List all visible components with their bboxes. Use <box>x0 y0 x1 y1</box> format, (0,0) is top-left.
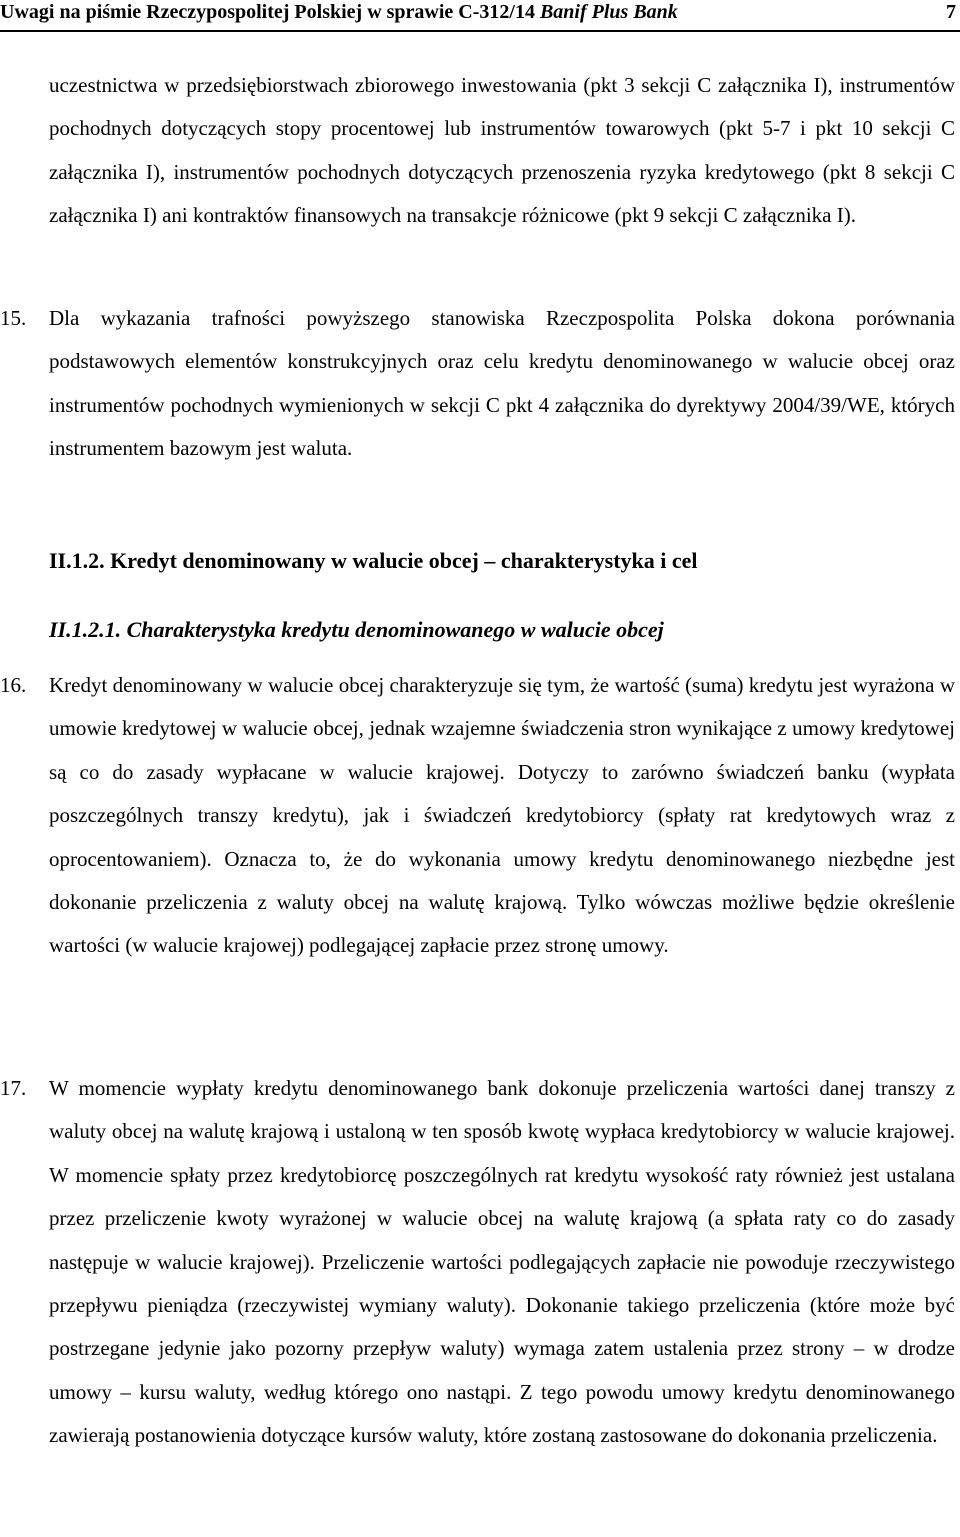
paragraph-text: uczestnictwa w przedsiębiorstwach zbiorowego inwestowania (pkt 3 sekcji C załącznika I), instrumentów pochodnych dotyczących stopy procentowej lub instrumentów towarowych (pkt 5-7 i pkt 10 sekcji C załącznika I), instrumentów pochodnych dotyczących przenoszenia ryzyka kredytowego (pkt 8 sekcji C załącznika I) ani kontraktów finansowych na transakcje różnicowe (pkt 9 sekcji C załącznika I). <box>49 73 955 228</box>
header-title <box>0 0 678 24</box>
paragraph-text: Kredyt denominowany w walucie obcej charakteryzuje się tym, że wartość (suma) kredytu jest wyrażona w umowie kredytowej w walucie obcej, jednak wzajemne świadczenia stron wynikające z umowy kredytowej są co do zasady wypłacane w walucie krajowej. Dotyczy to zarówno świadczeń banku (wypłata poszczególnych transzy kredytu), jak i świadczeń kredytobiorcy (spłaty rat kredytowych wraz z oprocentowaniem). Oznacza to, że do wykonania umowy kredytu denominowanego niezbędne jest dokonanie przeliczenia z waluty obcej na walutę krajową. Tylko wówczas możliwe będzie określenie wartości (w walucie krajowej) podlegającej zapłacie przez stronę umowy. <box>49 673 955 958</box>
header-divider <box>0 30 960 32</box>
subsection-heading: II.1.2.1. Charakterystyka kredytu denominowanego w walucie obcej <box>49 617 664 642</box>
page-number: 7 <box>946 1 956 23</box>
page-header <box>0 0 960 28</box>
section-heading: II.1.2. Kredyt denominowany w walucie obcej – charakterystyka i cel <box>49 548 698 573</box>
paragraph-number: 15. <box>0 306 27 330</box>
paragraph-number: 16. <box>0 673 27 697</box>
header-title-prefix: Uwagi na piśmie Rzeczypospolitej Polskiej w sprawie C-312/14 <box>0 1 540 23</box>
paragraph-text: Dla wykazania trafności powyższego stanowiska Rzeczpospolita Polska dokona porównania podstawowych elementów konstrukcyjnych oraz celu kredytu denominowanego w walucie obcej oraz instrumentów pochodnych wymienionych w sekcji C pkt 4 załącznika do dyrektywy 2004/39/WE, których instrumentem bazowym jest waluta. <box>49 306 955 461</box>
paragraph-number: 17. <box>0 1076 27 1100</box>
header-case-name: Banif Plus Bank <box>539 1 678 23</box>
paragraph-text: W momencie wypłaty kredytu denominowanego bank dokonuje przeliczenia wartości danej transzy z waluty obcej na walutę krajową i ustaloną w ten sposób kwotę wypłaca kredytobiorcy w walucie krajowej. W momencie spłaty przez kredytobiorcę poszczególnych rat kredytu wysokość raty również jest ustalana przez przeliczenie kwoty wyrażonej w walucie obcej na walutę krajową (a spłata raty co do zasady następuje w walucie krajowej). Przeliczenie wartości podlegających zapłacie nie powoduje rzeczywistego przepływu pieniądza (rzeczywistej wymiany waluty). Dokonanie takiego przeliczenia (które może być postrzegane jedynie jako pozorny przepływ waluty) wymaga zatem ustalenia przez strony – w drodze umowy – kursu waluty, według którego ono nastąpi. Z tego powodu umowy kredytu denominowanego zawierają postanowienia dotyczące kursów waluty, które zostaną zastosowane do dokonania przeliczenia. <box>49 1076 955 1448</box>
